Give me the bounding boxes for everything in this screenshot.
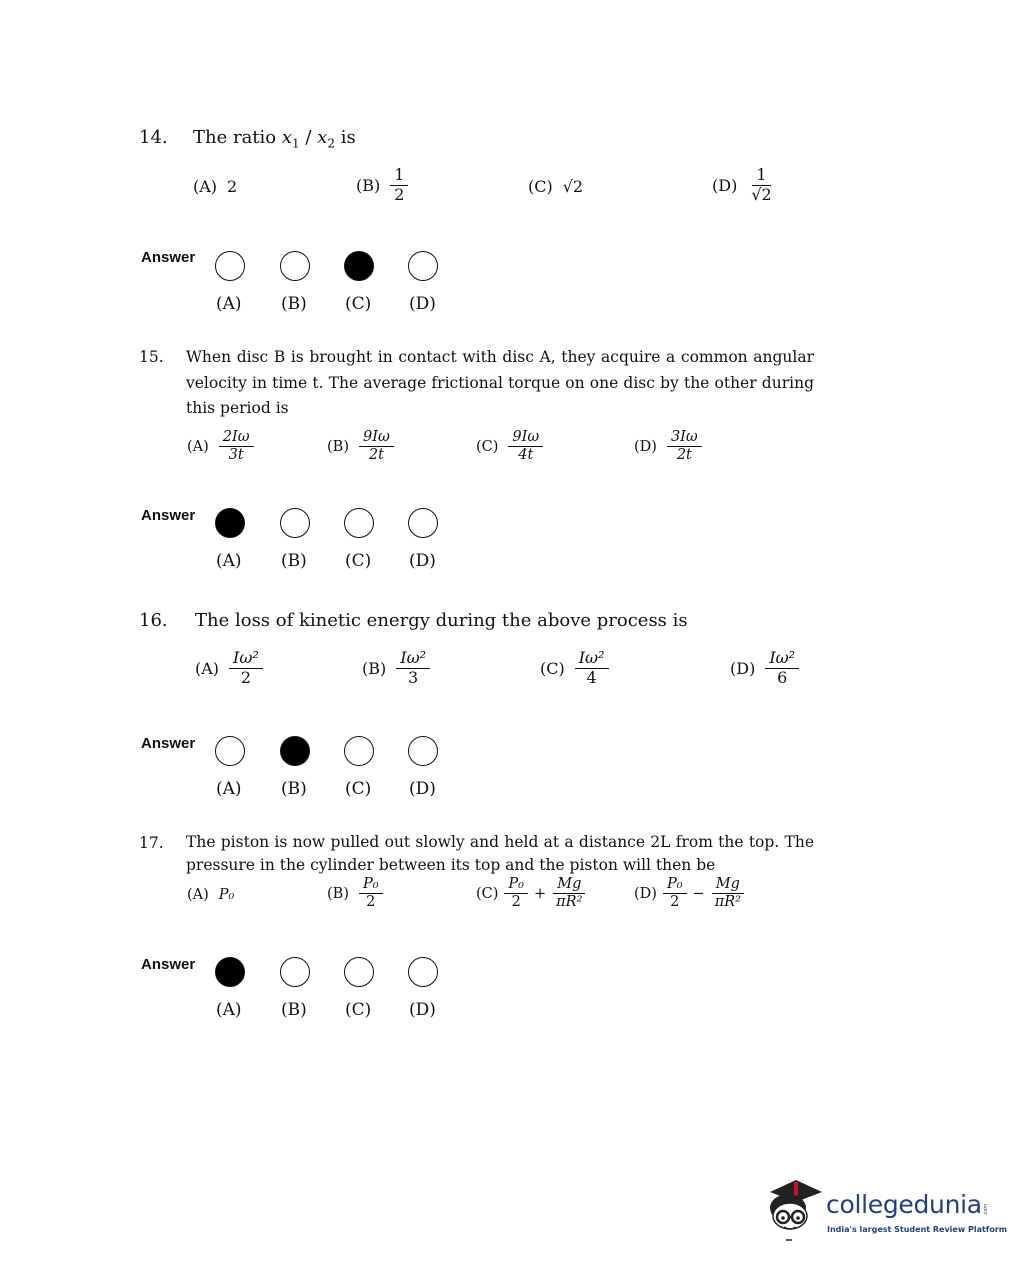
q15-option-b-fraction	[359, 430, 394, 463]
q14-bubble-b[interactable]	[280, 251, 310, 281]
q14-option-b-den: 2	[394, 184, 405, 204]
q15-bubble-b[interactable]	[280, 508, 310, 538]
q15-option-b-den: 2t	[368, 447, 384, 464]
q14-bubble-a[interactable]	[215, 251, 245, 281]
q17-option-a	[187, 887, 234, 903]
q15-option-a	[187, 430, 254, 463]
q15-option-d-den: 2t	[676, 447, 692, 464]
q14-option-d-num: 1	[752, 167, 770, 186]
q15-bubble-label-d: (D)	[409, 551, 436, 571]
q14-option-c	[528, 177, 583, 196]
q15-bubble-label-c: (C)	[345, 551, 372, 571]
q16-option-b	[362, 650, 430, 687]
q17-option-c	[476, 877, 586, 910]
q17-option-d-fraction-1	[663, 877, 687, 910]
q17-bubble-c[interactable]	[344, 957, 374, 987]
q14-option-a-value: 2	[227, 177, 238, 196]
q15-option-d-fraction	[667, 430, 702, 463]
q16-option-c-fraction	[575, 650, 609, 687]
q16-bubble-label-b: (B)	[281, 779, 307, 799]
q17-bubble-label-b: (B)	[281, 1000, 307, 1020]
q16-option-b-fraction	[396, 650, 430, 687]
q14-slash: /	[299, 127, 318, 148]
q14-bubble-label-d: (D)	[409, 294, 436, 314]
q15-option-a-num: 2Iω	[219, 430, 254, 447]
q17-option-d-den2: πR²	[714, 894, 741, 911]
q15-option-a-fraction	[219, 430, 254, 463]
q15-option-c	[476, 430, 543, 463]
q15-option-b-num: 9Iω	[359, 430, 394, 447]
q15-bubble-a[interactable]	[215, 508, 245, 538]
q17-option-b-fraction	[359, 877, 383, 910]
q16-option-a-fraction	[229, 650, 263, 687]
q15-text: When disc B is brought in contact with disc A, they acquire a common angular velocity in time t. The average frictional torque on one disc by the other during this period is	[186, 348, 814, 417]
q16-option-c-label: (C)	[540, 658, 565, 678]
q17-option-d	[634, 877, 745, 910]
q16-bubble-label-d: (D)	[409, 779, 436, 799]
q15-option-b	[327, 430, 394, 463]
q16-bubble-label-c: (C)	[345, 779, 372, 799]
q15-answer-label: Answer	[141, 507, 196, 524]
q15-option-d	[634, 430, 702, 463]
q16-option-d-label: (D)	[730, 658, 756, 678]
q14-bubble-label-a: (A)	[216, 294, 242, 314]
q16-answer-label: Answer	[141, 735, 196, 752]
q17-bubble-d[interactable]	[408, 957, 438, 987]
q16-number: 16.	[139, 610, 168, 631]
q16-option-d-den: 6	[777, 667, 788, 687]
q14-bubble-d[interactable]	[408, 251, 438, 281]
q14-bubble-label-c: (C)	[345, 294, 372, 314]
q14-text	[193, 127, 356, 151]
q15-bubble-d[interactable]	[408, 508, 438, 538]
q14-option-d-den: √2	[751, 184, 772, 204]
q16-option-d-num: Iω²	[765, 650, 799, 669]
q17-option-c-den2: πR²	[556, 894, 583, 911]
q16-bubble-a[interactable]	[215, 736, 245, 766]
q14-option-b-fraction	[390, 167, 408, 204]
q14-number: 14.	[139, 127, 168, 148]
q17-option-d-den1: 2	[670, 894, 680, 911]
q15-option-d-label: (D)	[634, 438, 657, 455]
q16-option-a-num: Iω²	[229, 650, 263, 669]
q14-x2: x	[317, 127, 328, 148]
q16-option-b-den: 3	[408, 667, 419, 687]
q17-option-b-den: 2	[366, 894, 376, 911]
q16-bubble-label-a: (A)	[216, 779, 242, 799]
q17-option-d-num1: P₀	[663, 877, 687, 894]
q15-bubble-label-a: (A)	[216, 551, 242, 571]
q17-text: The piston is now pulled out slowly and held at a distance 2L from the top. The pressure in the cylinder between its top and the piston will then be	[186, 833, 814, 874]
logo-com: .com	[983, 1203, 989, 1216]
q17-option-c-den1: 2	[511, 894, 521, 911]
q17-option-a-value: P₀	[218, 887, 235, 903]
q17-bubble-a[interactable]	[215, 957, 245, 987]
q17-option-b	[327, 877, 383, 910]
q14-option-b	[356, 167, 408, 204]
q16-option-c	[540, 650, 609, 687]
q17-option-d-num2: Mg	[712, 877, 744, 894]
q17-bubble-label-d: (D)	[409, 1000, 436, 1020]
q17-option-c-fraction-1	[504, 877, 528, 910]
q14-text-suffix: is	[334, 127, 356, 148]
q14-option-c-label: (C)	[528, 177, 553, 196]
q16-option-d	[730, 650, 799, 687]
q15-option-c-fraction	[508, 430, 543, 463]
q16-option-c-num: Iω²	[575, 650, 609, 669]
q17-option-d-fraction-2	[711, 877, 745, 910]
q16-option-d-fraction	[765, 650, 799, 687]
q15-option-d-num: 3Iω	[667, 430, 702, 447]
q17-bubble-label-c: (C)	[345, 1000, 372, 1020]
q14-bubble-c[interactable]	[344, 251, 374, 281]
q17-option-c-operator: +	[534, 885, 547, 902]
q16-option-a	[195, 650, 263, 687]
q17-option-b-num: P₀	[359, 877, 383, 894]
q17-number: 17.	[139, 834, 164, 852]
q15-option-a-label: (A)	[187, 438, 209, 455]
q14-option-a-label: (A)	[193, 177, 218, 196]
q15-option-b-label: (B)	[327, 438, 349, 455]
q15-bubble-c[interactable]	[344, 508, 374, 538]
q15-option-c-num: 9Iω	[508, 430, 543, 447]
q16-option-b-num: Iω²	[396, 650, 430, 669]
logo-name: collegedunia	[826, 1190, 982, 1219]
q17-bubble-label-a: (A)	[216, 1000, 242, 1020]
q14-option-d	[712, 167, 776, 204]
q16-bubble-d[interactable]	[408, 736, 438, 766]
q14-text-prefix: The ratio	[193, 127, 282, 148]
q14-option-a	[193, 177, 237, 196]
q17-answer-label: Answer	[141, 956, 196, 973]
q14-answer-label: Answer	[141, 249, 196, 266]
q17-option-b-label: (B)	[327, 885, 349, 902]
q14-option-d-fraction	[747, 167, 775, 204]
q15-option-c-label: (C)	[476, 438, 499, 455]
q17-option-c-num2: Mg	[553, 877, 585, 894]
mascot-icon	[766, 1176, 824, 1242]
q16-option-a-label: (A)	[195, 658, 220, 678]
q14-option-d-label: (D)	[712, 175, 738, 195]
q17-option-c-num1: P₀	[504, 877, 528, 894]
q17-option-d-operator: −	[692, 885, 705, 902]
q14-option-b-label: (B)	[356, 175, 381, 195]
q15-bubble-label-b: (B)	[281, 551, 307, 571]
q16-text: The loss of kinetic energy during the above process is	[195, 610, 688, 631]
q16-option-b-label: (B)	[362, 658, 387, 678]
q14-option-b-num: 1	[390, 167, 408, 186]
q17-option-d-label: (D)	[634, 885, 657, 902]
collegedunia-logo[interactable]	[766, 1176, 1008, 1246]
q16-bubble-c[interactable]	[344, 736, 374, 766]
q14-sub2: 2	[327, 136, 335, 151]
logo-tagline: India's largest Student Review Platform	[827, 1225, 1008, 1234]
q15-number: 15.	[139, 348, 164, 366]
q17-option-c-fraction-2	[552, 877, 586, 910]
q14-x1: x	[281, 127, 293, 148]
q14-bubble-label-b: (B)	[281, 294, 307, 314]
q14-sub1: 1	[292, 136, 300, 151]
q17-option-a-label: (A)	[187, 887, 209, 903]
q15-option-c-den: 4t	[518, 447, 534, 464]
q16-option-a-den: 2	[240, 667, 252, 687]
q15-option-a-den: 3t	[228, 447, 244, 464]
q14-option-c-value: √2	[562, 177, 584, 196]
q17-option-c-label: (C)	[476, 885, 499, 902]
q16-option-c-den: 4	[586, 667, 597, 687]
q17-bubble-b[interactable]	[280, 957, 310, 987]
q16-bubble-b[interactable]	[280, 736, 310, 766]
